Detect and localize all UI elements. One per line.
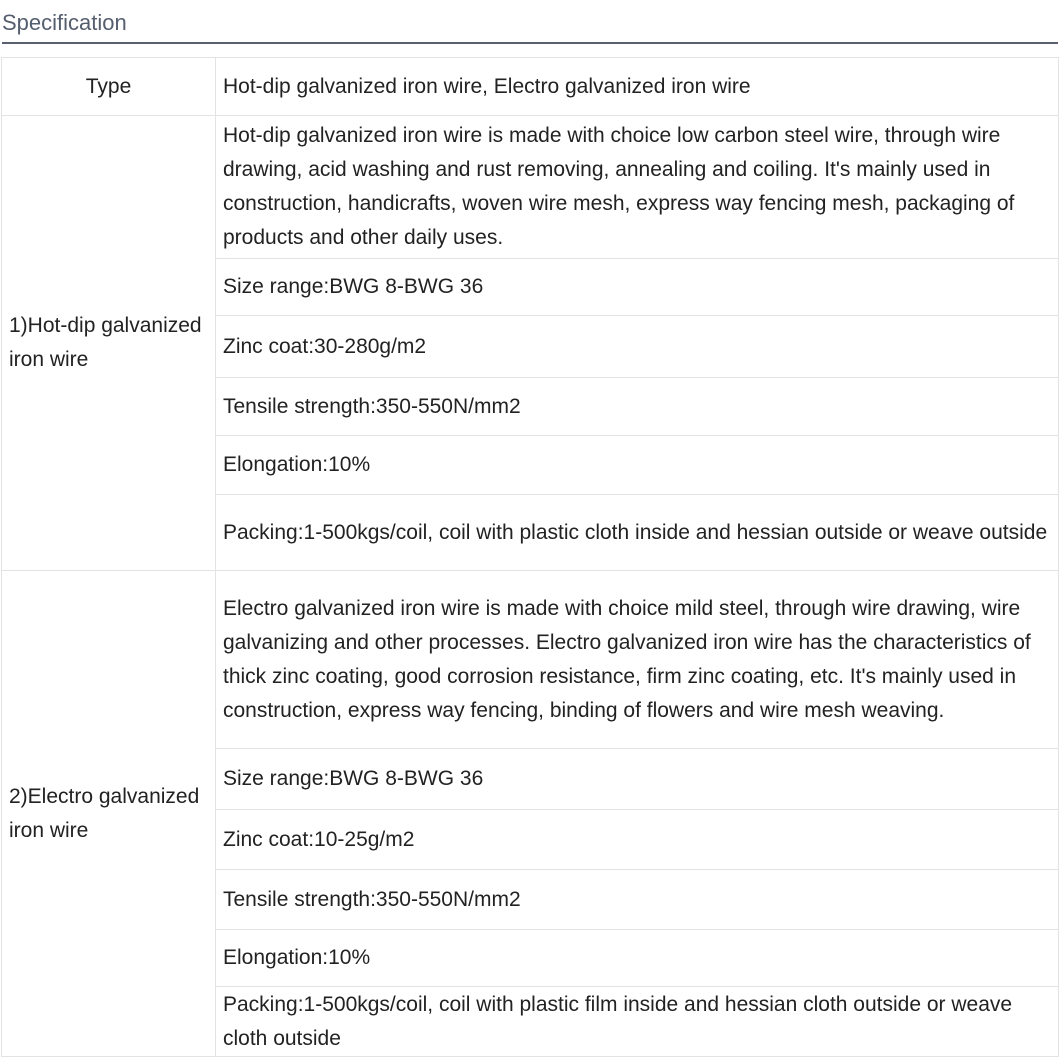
zinc-coat-cell: Zinc coat:10-25g/m2 xyxy=(216,810,1059,870)
zinc-coat-cell: Zinc coat:30-280g/m2 xyxy=(216,316,1059,378)
section-title: Specification xyxy=(2,10,127,35)
table-row xyxy=(2,116,1059,259)
group-label-cell: 2)Electro galvanized iron wire xyxy=(2,571,216,1057)
elongation-cell: Elongation:10% xyxy=(216,436,1059,495)
elongation-cell: Elongation:10% xyxy=(216,930,1059,987)
tensile-strength-cell: Tensile strength:350-550N/mm2 xyxy=(216,378,1059,436)
tensile-strength-cell: Tensile strength:350-550N/mm2 xyxy=(216,870,1059,930)
packing-cell: Packing:1-500kgs/coil, coil with plastic cloth inside and hessian outside or weave outside xyxy=(216,495,1059,571)
type-label-cell: Type xyxy=(2,58,216,116)
size-range-cell: Size range:BWG 8-BWG 36 xyxy=(216,749,1059,810)
type-value-cell: Hot-dip galvanized iron wire, Electro galvanized iron wire xyxy=(216,58,1059,116)
description-cell: Hot-dip galvanized iron wire is made with choice low carbon steel wire, through wire drawing, acid washing and rust removing, annealing and coiling. It's mainly used in construction, handicrafts, woven wire mesh, express way fencing mesh, packaging of products and other daily uses. xyxy=(216,116,1059,259)
section-header xyxy=(2,0,1058,44)
size-range-cell: Size range:BWG 8-BWG 36 xyxy=(216,259,1059,316)
description-cell: Electro galvanized iron wire is made with choice mild steel, through wire drawing, wire galvanizing and other processes. Electro galvanized iron wire has the characteristics of thick zinc coating, good corrosion resistance, firm zinc coating, etc. It's mainly used in construction, express way fencing, binding of flowers and wire mesh weaving. xyxy=(216,571,1059,749)
packing-cell: Packing:1-500kgs/coil, coil with plastic film inside and hessian cloth outside or weave cloth outside xyxy=(216,987,1059,1057)
group-label-cell: 1)Hot-dip galvanized iron wire xyxy=(2,116,216,571)
specification-table xyxy=(1,57,1059,1057)
table-row-type xyxy=(2,58,1059,116)
table-row xyxy=(2,571,1059,749)
